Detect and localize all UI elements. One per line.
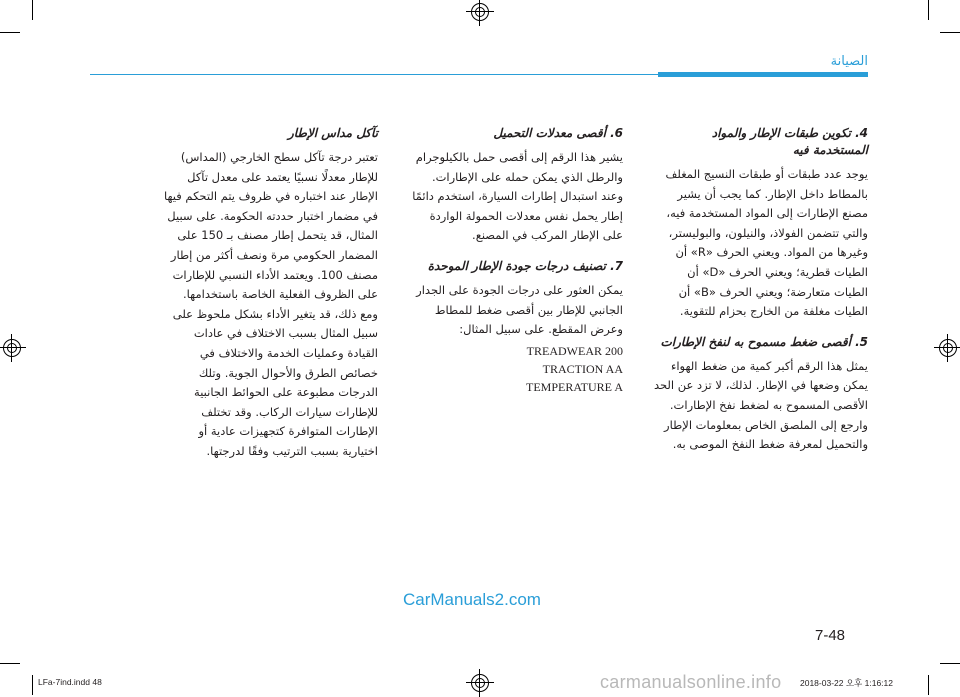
watermark-text: carmanualsonline.info [600,672,782,692]
section-heading: 6. أقصى معدلات التحميل [493,126,623,140]
text-column-right [653,125,868,467]
text-column-middle [408,125,623,396]
section-paragraph: يمثل هذا الرقم أكبر كمية من ضغط الهواء يمكن وضعها في الإطار. لذلك، لا تزد عن الحد الأقصى المسموح به لضغط نفخ الإطارات. وارجع إلى الملصق الخاص بمعلومات الإطار والتحميل لمعرفة ضغط النفخ الموصى به. [653,358,868,452]
crop-mark [928,675,929,695]
registration-mark-icon [471,674,489,692]
section-heading: تآكل مداس الإطار [287,126,378,140]
example-line: TREADWEAR 200 [526,343,623,358]
section-paragraph: يشير هذا الرقم إلى أقصى حمل بالكيلوجرام والرطل الذي يمكن حمله على الإطارات. وعند استبدال إطارات السيارة، استخدم دائمًا إطار يحمل نفس معدلات الحمولة الواردة على الإطار المركب في المصنع. [412,150,623,243]
section-heading: 4. تكوين طبقات الإطار والمواد المستخدمة فيه [711,126,868,157]
watermark-text: CarManuals2.com [403,590,541,609]
registration-mark-icon [471,3,489,21]
crop-mark [928,0,929,20]
footer-date-info: 2018-03-22 오후 1:16:12 [800,678,893,688]
crop-mark [940,663,960,664]
registration-mark-icon [3,339,21,357]
section-heading: 5. أقصى ضغط مسموح به لنفخ الإطارات [660,334,868,349]
page-number: 7-48 [815,627,846,644]
section-heading: 7. تصنيف درجات جودة الإطار الموحدة [427,258,623,273]
registration-mark-icon [939,339,957,357]
section-paragraph: يمكن العثور على درجات الجودة على الجدار الجانبي للإطار بين أقصى ضغط للمطاط وعرض المقطع. على سبيل المثال: [416,282,623,337]
crop-mark [32,675,33,695]
text-column-left [163,125,378,474]
crop-mark [0,663,20,664]
example-line: TEMPERATURE A [525,379,623,394]
example-line: TRACTION AA [542,361,623,376]
section-header-title: الصيانة [830,54,868,69]
section-paragraph: تعتبر درجة تآكل سطح الخارجي (المداس) للإطار معدلًا نسبيًا يعتمد على معدل تآكل الإطار عند اختباره في ظروف يتم التحكم فيها في مضمار اختبار حددته الحكومة. على سبيل المثال، قد يتحمل إطار مصنف بـ 150 على المضمار الحكومي مرة ونصف أكثر من إطار مصنف 100. ويعتمد الأداء النسبي للإطارات على الظروف الفعلية الخاصة باستخدامها. ومع ذلك، قد يتغير الأداء بشكل ملحوظ على سبيل المثال بسبب الاختلاف في عادات القيادة وعمليات الخدمة والاختلاف في خصائص الطرق والأحوال الجوية. وتلك الدرجات مطبوعة على الحوائط الجانبية للإطارات سيارات الركاب. وقد تختلف الإطارات المتوافرة كتجهيزات عادية أو اختيارية بسبب الترتيب وفقًا لدرجتها. [164,150,378,458]
footer-file-info: LFa-7ind.indd 48 [38,677,102,687]
crop-mark [32,0,33,20]
crop-mark [0,32,20,33]
crop-mark [940,32,960,33]
header-accent-bar [658,72,868,77]
section-paragraph: يوجد عدد طبقات أو طبقات النسيج المغلف بالمطاط داخل الإطار. كما يجب أن يشير مصنع الإطارات إلى المواد المستخدمة فيه، والتي تتضمن الفولاذ، والنيلون، والبوليستر، وغيرها من المواد. ويعني الحرف «R» أن الطيات قطرية؛ ويعني الحرف «D» أن الطيات متعارضة؛ ويعني الحرف «B» أن الطيات مغلفة من الخارج بحزام للتقوية. [665,167,868,319]
